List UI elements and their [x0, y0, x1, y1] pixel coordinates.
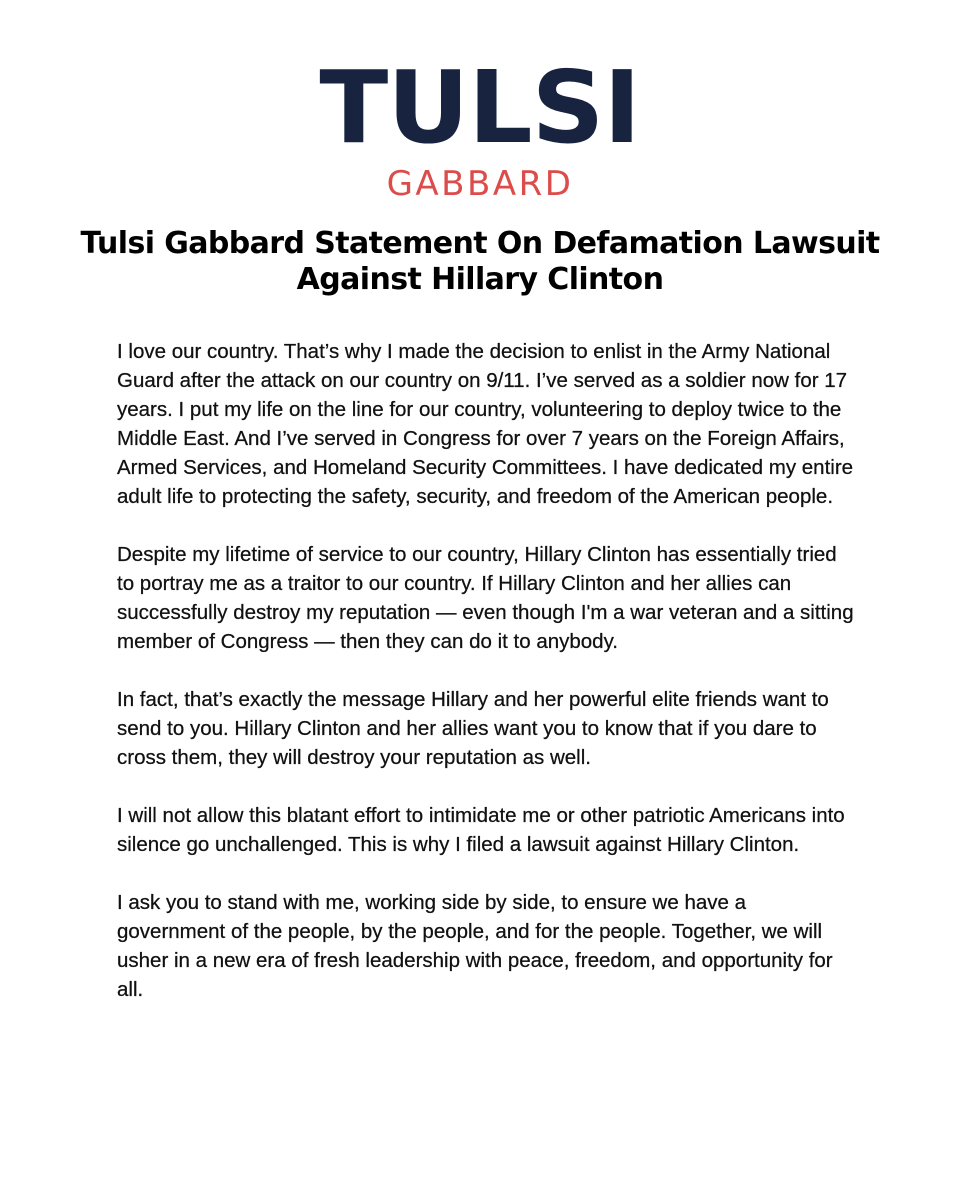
paragraph-5: I ask you to stand with me, working side by side, to ensure we have a government of the people, by the people, and for the people. Together, we will usher in a new era of fresh leadership with peace, freedom, and opportunity for all.	[117, 891, 833, 1001]
logo-surname: GABBARD	[386, 164, 574, 204]
paragraph-1: I love our country. That’s why I made the decision to enlist in the Army National Guard after the attack on our country on 9/11. I’ve served as a soldier now for 17 years. I put my life on the line for our country, volunteering to deploy twice to the Middle East. And I’ve served in Congress for over 7 years on the Foreign Affairs, Armed Services, and Homeland Security Committees. I have dedicated my entire adult life to protecting the safety, security, and freedom of the American people.	[117, 340, 854, 508]
paragraph-3: In fact, that’s exactly the message Hillary and her powerful elite friends want to send to you. Hillary Clinton and her allies want you to know that if you dare to cross them, they will destroy your reputation as well.	[117, 688, 829, 769]
paragraph-2: Despite my lifetime of service to our country, Hillary Clinton has essentially tried to portray me as a traitor to our country. If Hillary Clinton and her allies can successfully destroy my reputation — even though I'm a war veteran and a sitting member of Congress — then they can do it to anybody.	[117, 543, 854, 653]
statement-body	[117, 337, 857, 1033]
logo-name: TULSI	[319, 49, 641, 166]
statement-headline: Tulsi Gabbard Statement On Defamation Lawsuit Against Hillary Clinton	[80, 226, 880, 297]
paragraph-4: I will not allow this blatant effort to intimidate me or other patriotic Americans into silence go unchallenged. This is why I filed a lawsuit against Hillary Clinton.	[117, 804, 845, 856]
campaign-logo	[0, 49, 960, 204]
